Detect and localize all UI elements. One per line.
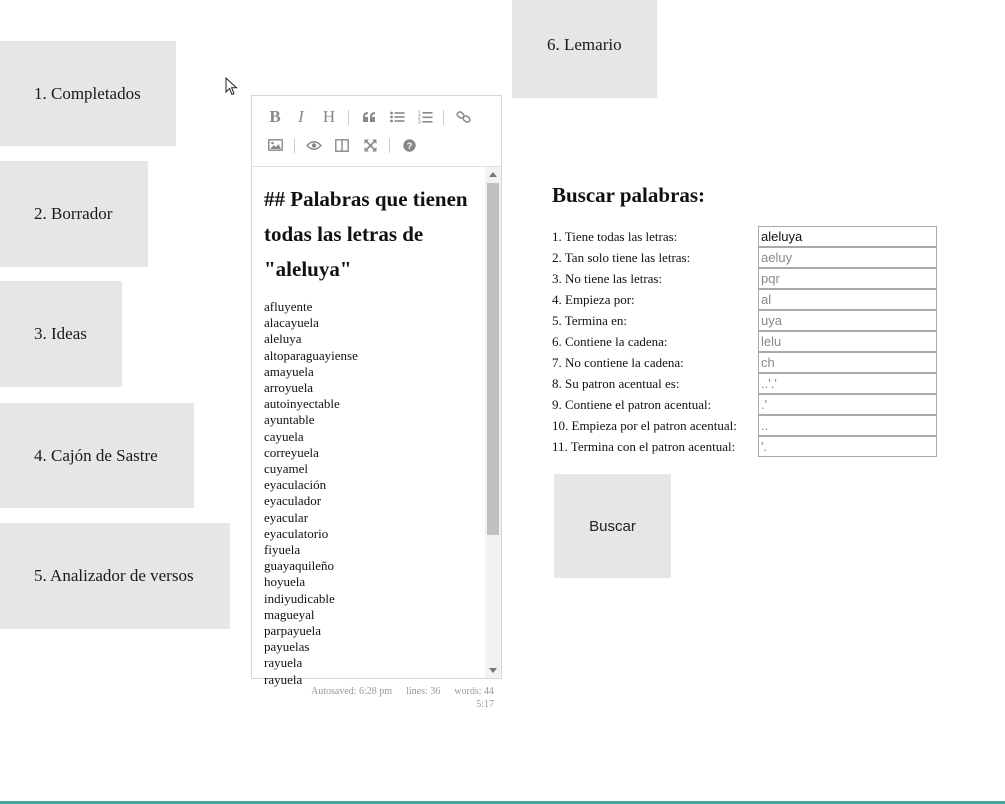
toolbar-divider	[443, 110, 444, 125]
word-list-item: payuelas	[264, 639, 310, 655]
scroll-down-icon[interactable]	[489, 668, 497, 673]
svg-text:?: ?	[406, 140, 412, 152]
image-icon[interactable]	[264, 134, 286, 156]
search-field-input[interactable]	[758, 268, 937, 289]
search-field-input[interactable]	[758, 352, 937, 373]
search-field-label: 3. No tiene las letras:	[552, 271, 663, 286]
search-field-row	[552, 226, 937, 247]
word-list-item: aleluya	[264, 331, 302, 347]
scroll-up-icon[interactable]	[489, 172, 497, 177]
search-field-input[interactable]	[758, 415, 937, 436]
search-title: Buscar palabras:	[552, 183, 706, 207]
word-list-item: eyaculatorio	[264, 525, 329, 541]
svg-text:1: 1	[417, 110, 421, 117]
words-count: words: 44	[454, 686, 494, 697]
word-list-item: rayuela	[264, 655, 303, 671]
help-icon[interactable]	[398, 134, 420, 156]
cursor-position: 5:17	[476, 699, 494, 710]
word-list-item: eyacular	[264, 509, 309, 525]
editor-content[interactable]	[264, 176, 482, 687]
search-field-row	[552, 415, 937, 436]
word-list-item: eyaculación	[264, 477, 327, 493]
search-field-label: 4. Empieza por:	[552, 292, 635, 307]
search-field-input[interactable]	[758, 226, 937, 247]
word-list	[264, 299, 482, 688]
word-list-item: altoparaguayiense	[264, 347, 358, 363]
bold-button[interactable]: B	[269, 107, 281, 126]
quote-icon[interactable]	[358, 106, 380, 128]
italic-button[interactable]: I	[298, 107, 304, 126]
search-field-input[interactable]	[758, 373, 937, 394]
unordered-list-icon[interactable]	[386, 106, 408, 128]
side-by-side-icon[interactable]	[331, 134, 353, 156]
nav-analizador-de-versos-button[interactable]: 5. Analizador de versos	[0, 523, 230, 629]
word-list-item: amayuela	[264, 363, 314, 379]
search-field-label: 6. Contiene la cadena:	[552, 334, 668, 349]
nav-borrador-button[interactable]: 2. Borrador	[0, 161, 148, 267]
word-list-item: parpayuela	[264, 623, 322, 639]
search-field-row	[552, 289, 937, 310]
search-field-row	[552, 394, 937, 415]
svg-text:2: 2	[417, 115, 421, 121]
lines-count: lines: 36	[406, 686, 441, 697]
search-field-label: 11. Termina con el patron acentual:	[552, 439, 736, 454]
search-field-row	[552, 268, 937, 289]
nav-ideas-button[interactable]: 3. Ideas	[0, 281, 122, 387]
search-field-row	[552, 331, 937, 352]
toolbar-divider	[348, 110, 349, 125]
word-list-item: ayuntable	[264, 412, 315, 428]
link-icon[interactable]	[452, 106, 474, 128]
search-field-label: 8. Su patron acentual es:	[552, 376, 680, 391]
search-field-label: 2. Tan solo tiene las letras:	[552, 250, 691, 265]
preview-icon[interactable]	[303, 134, 325, 156]
word-list-item: magueyal	[264, 606, 315, 622]
word-list-item: eyaculador	[264, 493, 322, 509]
mouse-pointer-icon	[225, 77, 239, 97]
search-field-row	[552, 247, 937, 268]
search-field-input[interactable]	[758, 436, 937, 457]
search-field-row	[552, 310, 937, 331]
word-list-item: afluyente	[264, 299, 313, 314]
word-list-item: indiyudicable	[264, 590, 335, 606]
word-list-item: cuyamel	[264, 461, 309, 477]
toolbar-divider	[389, 138, 390, 153]
editor-scrollbar[interactable]	[485, 167, 501, 678]
search-field-label: 1. Tiene todas las letras:	[552, 229, 678, 244]
search-field-input[interactable]	[758, 394, 937, 415]
word-list-item: correyuela	[264, 444, 319, 460]
search-field-row	[552, 436, 937, 457]
search-field-input[interactable]	[758, 247, 937, 268]
scrollbar-thumb[interactable]	[487, 183, 499, 535]
fullscreen-icon[interactable]	[359, 134, 381, 156]
editor-statusbar	[251, 685, 494, 711]
nav-cajon-de-sastre-button[interactable]: 4. Cajón de Sastre	[0, 403, 194, 508]
word-list-item: cayuela	[264, 428, 304, 444]
word-list-item: autoinyectable	[264, 396, 340, 412]
markdown-editor	[251, 95, 502, 687]
nav-completados-button[interactable]: 1. Completados	[0, 41, 176, 146]
svg-text:3: 3	[417, 119, 421, 126]
word-list-item: fiyuela	[264, 542, 301, 558]
nav-lemario-button[interactable]: 6. Lemario	[512, 0, 657, 98]
search-field-input[interactable]	[758, 289, 937, 310]
heading-button[interactable]: H	[322, 107, 336, 126]
word-list-item: rayuela	[264, 671, 303, 687]
ordered-list-icon[interactable]	[414, 106, 436, 128]
word-list-item: alacayuela	[264, 315, 319, 331]
search-field-label: 10. Empieza por el patron acentual:	[552, 418, 737, 433]
search-field-label: 5. Termina en:	[552, 313, 628, 328]
search-field-row	[552, 373, 937, 394]
word-list-item: guayaquileño	[264, 558, 335, 574]
search-field-label: 9. Contiene el patron acentual:	[552, 397, 712, 412]
autosaved-status: Autosaved: 6:28 pm	[310, 686, 393, 697]
search-field-label: 7. No contiene la cadena:	[552, 355, 684, 370]
editor-heading: ## Palabras que tienen todas las letras de "aleluya"	[264, 187, 468, 281]
editor-toolbar	[252, 96, 501, 167]
search-field-input[interactable]	[758, 331, 937, 352]
word-list-item: arroyuela	[264, 380, 314, 396]
word-list-item: hoyuela	[264, 574, 306, 590]
toolbar-divider	[294, 138, 295, 153]
search-field-input[interactable]	[758, 310, 937, 331]
buscar-button[interactable]: Buscar	[554, 474, 671, 578]
search-field-row	[552, 352, 937, 373]
